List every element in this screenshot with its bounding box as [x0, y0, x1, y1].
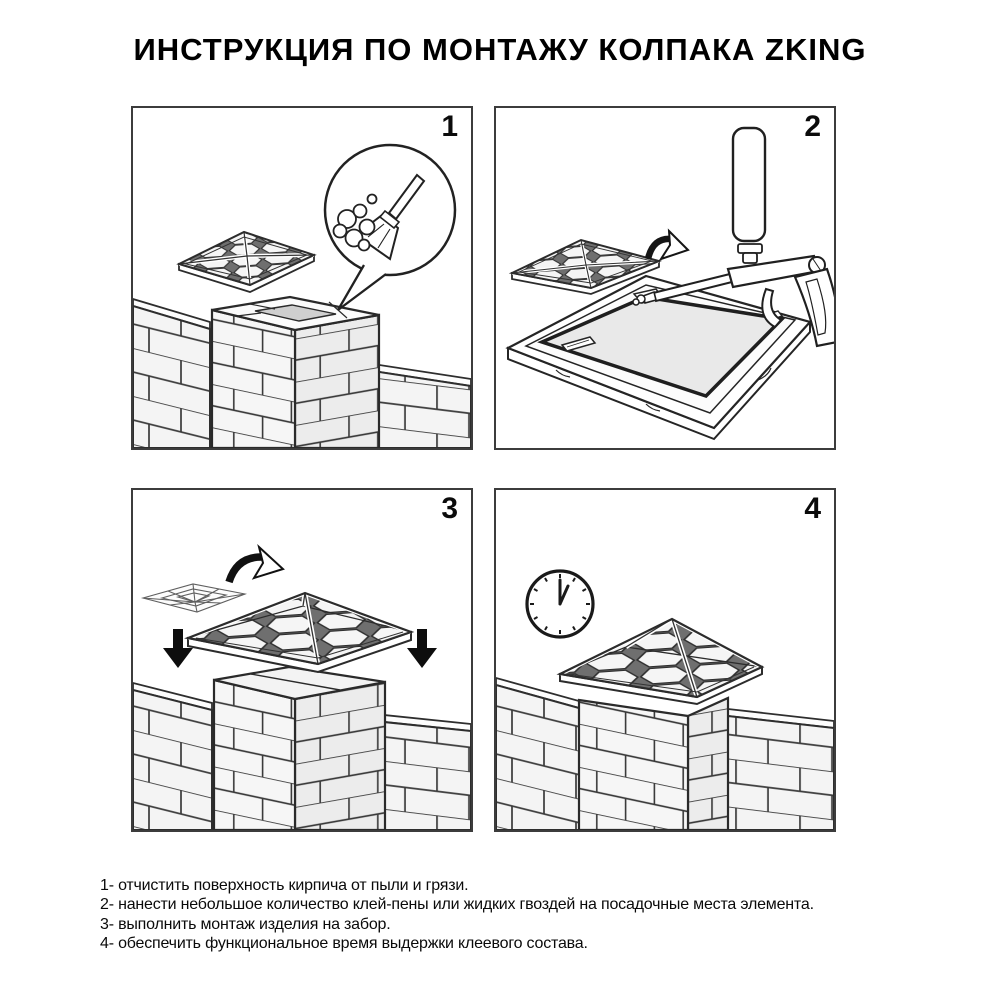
panel-2-illustration	[496, 108, 834, 448]
down-arrow-icon	[163, 629, 193, 668]
brick-wall-left	[133, 299, 210, 448]
foam-canister	[733, 128, 765, 241]
panel-number: 2	[804, 110, 821, 143]
flip-arrow-icon	[229, 547, 283, 582]
panel-number: 1	[441, 110, 458, 143]
panel-step-1	[131, 106, 473, 450]
brick-wall-left	[496, 678, 579, 830]
instruction-list	[100, 876, 960, 954]
panel-step-2	[494, 106, 836, 450]
panel-number: 3	[441, 492, 458, 525]
panel-step-3	[131, 488, 473, 832]
brick-wall-right	[728, 709, 834, 830]
brick-pillar-open-top	[212, 297, 379, 448]
chimney-cap	[188, 593, 411, 672]
chimney-cap	[179, 232, 314, 292]
chimney-cap	[560, 619, 762, 704]
brick-pillar	[579, 698, 728, 830]
clock-icon	[527, 571, 593, 637]
brick-wall-right	[373, 364, 471, 448]
brick-wall-left	[133, 683, 212, 830]
cap-underside	[143, 584, 245, 612]
panel-step-4	[494, 488, 836, 832]
instruction-step: 3- выполнить монтаж изделия на забор.	[100, 915, 391, 933]
instruction-step: 2- нанести небольшое количество клей-пены или жидких гвоздей на посадочные места элемента.	[100, 896, 814, 914]
panel-number: 4	[804, 492, 821, 525]
panel-4-illustration	[496, 490, 834, 830]
panel-3-illustration	[133, 490, 471, 830]
brick-pillar	[214, 667, 385, 830]
instruction-step: 4- обеспечить функциональное время выдержки клеевого состава.	[100, 935, 588, 953]
page-title: ИНСТРУКЦИЯ ПО МОНТАЖУ КОЛПАКА ZKING	[133, 32, 867, 67]
instruction-step: 1- отчистить поверхность кирпича от пыли и грязи.	[100, 877, 469, 894]
flip-arrow-icon	[648, 231, 688, 259]
panel-1-illustration	[133, 108, 471, 448]
